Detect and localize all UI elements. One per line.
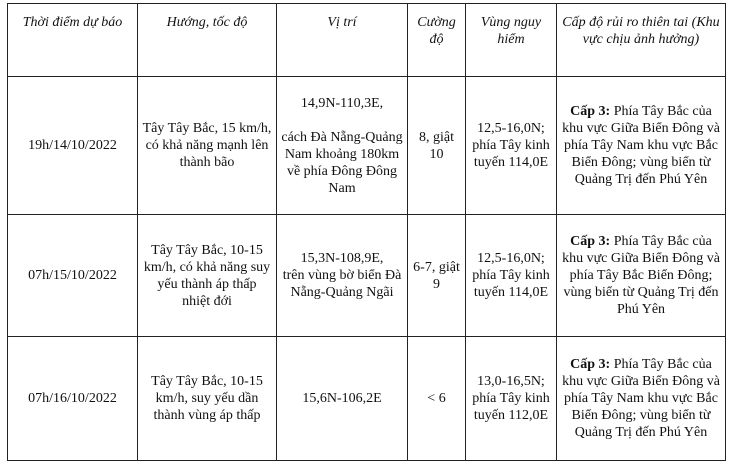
- cell-intensity: 6-7, giật 9: [408, 215, 466, 337]
- cell-direction: Tây Tây Bắc, 10-15 km/h, có khả năng suy yếu thành áp thấp nhiệt đới: [138, 215, 277, 337]
- table-row: [8, 215, 726, 337]
- position-coord: 15,6N-106,2E: [302, 391, 382, 406]
- risk-level: Cấp 3:: [570, 104, 611, 119]
- cell-direction: Tây Tây Bắc, 15 km/h, có khả năng mạnh lên thành bão: [138, 77, 277, 215]
- risk-level: Cấp 3:: [570, 357, 611, 372]
- cell-danger-zone: 12,5-16,0N; phía Tây kinh tuyến 114,0E: [466, 77, 557, 215]
- risk-area: Phía Tây Bắc của khu vực Giữa Biển Đông và phía Tây Nam khu vực Bắc Biển Đông; vùng biển từ Quảng Trị đến Phú Yên: [562, 104, 720, 187]
- cell-position: [277, 337, 408, 461]
- position-desc: cách Đà Nẵng-Quảng Nam khoảng 180km về phía Đông Đông Nam: [281, 129, 403, 196]
- forecast-table: [7, 3, 726, 461]
- header-danger-zone: Vùng nguy hiểm: [466, 4, 557, 77]
- cell-position: [277, 215, 408, 337]
- header-row: [8, 4, 726, 77]
- cell-time: 19h/14/10/2022: [8, 77, 138, 215]
- cell-direction: Tây Tây Bắc, 10-15 km/h, suy yếu dần thành vùng áp thấp: [138, 337, 277, 461]
- cell-intensity: < 6: [408, 337, 466, 461]
- position-desc: trên vùng bờ biển Đà Nẵng-Quảng Ngãi: [282, 268, 402, 300]
- header-position: Vị trí: [277, 4, 408, 77]
- cell-intensity: 8, giật 10: [408, 77, 466, 215]
- header-risk: Cấp độ rủi ro thiên tai (Khu vực chịu ảnh hưởng): [557, 4, 726, 77]
- risk-area: Phía Tây Bắc của khu vực Giữa Biển Đông và phía Tây Bắc Biển Đông; vùng biển từ Quảng Trị đến Phú Yên: [562, 234, 720, 317]
- cell-risk: [557, 215, 726, 337]
- table-row: [8, 337, 726, 461]
- cell-danger-zone: 12,5-16,0N; phía Tây kinh tuyến 114,0E: [466, 215, 557, 337]
- cell-time: 07h/15/10/2022: [8, 215, 138, 337]
- risk-level: Cấp 3:: [570, 234, 611, 249]
- cell-risk: [557, 77, 726, 215]
- position-coord: 14,9N-110,3E,: [300, 95, 384, 111]
- cell-time: 07h/16/10/2022: [8, 337, 138, 461]
- risk-area: Phía Tây Bắc của khu vực Giữa Biển Đông và phía Tây Nam khu vực Bắc Biển Đông; vùng biển từ Quảng Trị đến Phú Yên: [562, 357, 720, 440]
- cell-risk: [557, 337, 726, 461]
- header-intensity: Cường độ: [408, 4, 466, 77]
- position-coord: 15,3N-108,9E,: [300, 251, 384, 266]
- header-direction: Hướng, tốc độ: [138, 4, 277, 77]
- cell-position: [277, 77, 408, 215]
- table-row: [8, 77, 726, 215]
- cell-danger-zone: 13,0-16,5N; phía Tây kinh tuyến 112,0E: [466, 337, 557, 461]
- header-time: Thời điểm dự báo: [8, 4, 138, 77]
